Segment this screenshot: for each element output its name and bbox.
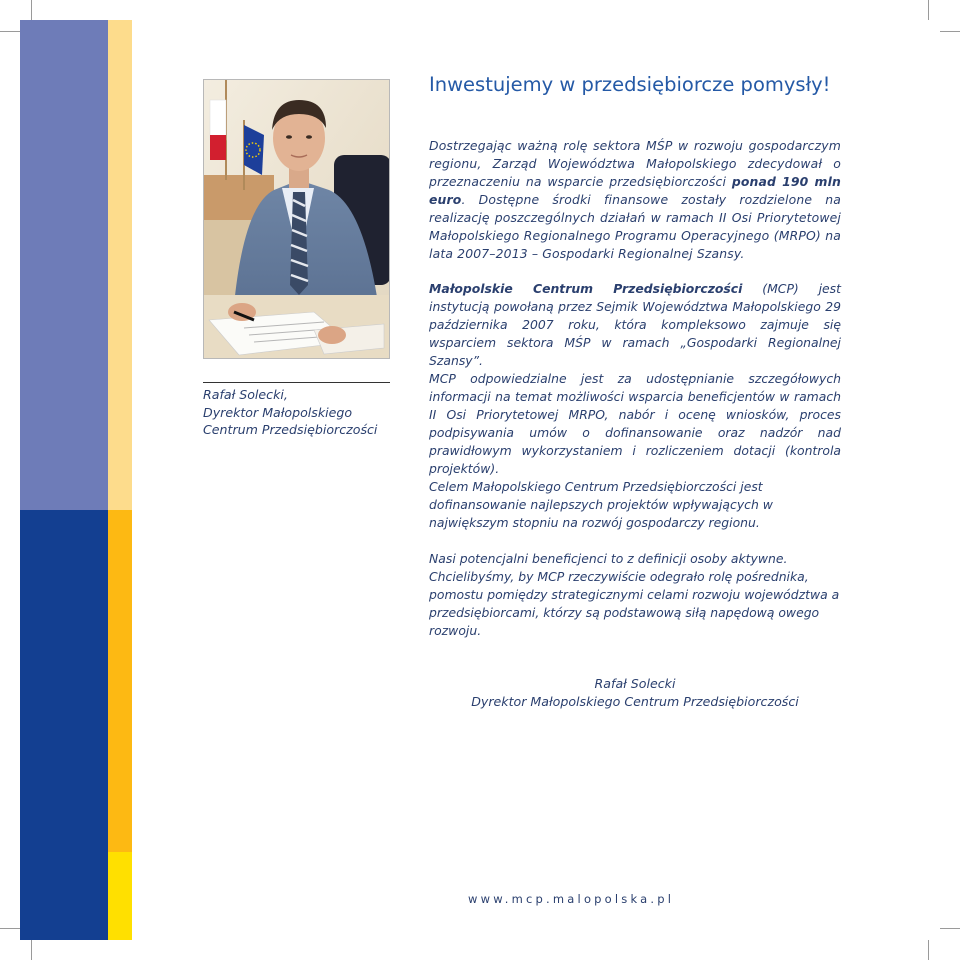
signature-name: Rafał Solecki bbox=[594, 676, 676, 691]
photo-caption bbox=[203, 386, 403, 439]
gold-bar bbox=[108, 510, 132, 852]
caption-role-line2: Centrum Przedsiębiorczości bbox=[203, 422, 378, 437]
crop-mark bbox=[928, 940, 929, 960]
crop-mark bbox=[0, 928, 20, 929]
paragraph-funding-text-a: Dostrzegając ważną rolę sektora MŚP w rozwoju gospodarczym regionu, Zarząd Województwa Małopolskiego zdecydował o przeznaczeniu na wsparcie przedsiębiorczości bbox=[429, 138, 841, 189]
paragraph-beneficiaries bbox=[429, 550, 841, 640]
crop-mark bbox=[928, 0, 929, 20]
crop-mark bbox=[940, 928, 960, 929]
signature-title: Dyrektor Małopolskiego Centrum Przedsiębiorczości bbox=[471, 694, 799, 709]
paragraph-funding bbox=[429, 137, 841, 263]
page-heading: Inwestujemy w przedsiębiorcze pomysły! bbox=[429, 73, 831, 96]
paragraph-beneficiaries-text: Nasi potencjalni beneficjenci to z definicji osoby aktywne. Chcielibyśmy, by MCP rzeczywiście odegrało rolę pośrednika, pomostu pomiędzy strategicznymi celami rozwoju województwa a przedsiębiorcami, którzy są podstawową siłą napędową owego rozwoju. bbox=[429, 551, 840, 638]
crop-mark bbox=[0, 31, 20, 32]
director-portrait-photo bbox=[203, 79, 390, 359]
signature-block bbox=[429, 675, 841, 711]
crop-mark bbox=[940, 31, 960, 32]
paragraph-mcp-intro bbox=[429, 280, 841, 370]
navy-bar bbox=[20, 510, 108, 940]
website-url[interactable]: www.mcp.malopolska.pl bbox=[468, 892, 675, 906]
caption-name: Rafał Solecki, bbox=[203, 387, 288, 402]
crop-mark bbox=[31, 940, 32, 960]
mcp-full-name: Małopolskie Centrum Przedsiębiorczości bbox=[429, 281, 743, 296]
paragraph-mcp-duties-text: MCP odpowiedzialne jest za udostępnianie szczegółowych informacji na temat możliwości wsparcia beneficjentów w ramach II Osi Priorytetowej MRPO, nabór i ocenę wniosków, proces podpisywania umów o dofinansowanie oraz nadzór nad prawidłowym wykorzystaniem i rozliczeniem dotacji (kontrola projektów). bbox=[429, 371, 841, 476]
crop-mark bbox=[31, 0, 32, 20]
paragraph-mcp-duties bbox=[429, 370, 841, 478]
paragraph-mcp-goal-text: Celem Małopolskiego Centrum Przedsiębiorczości jest dofinansowanie najlepszych projektów wpływających w największym stopniu na rozwój gospodarczy regionu. bbox=[429, 479, 773, 530]
paragraph-funding-text-b: . Dostępne środki finansowe zostały rozdzielone na realizację poszczególnych działań w ramach II Osi Priorytetowej Małopolskiego Regionalnego Programu Operacyjnego (MRPO) na lata 2007–2013 – Gospodarki Regionalnej Szansy. bbox=[429, 192, 841, 261]
lavender-bar bbox=[20, 20, 108, 510]
yellow-bar bbox=[108, 852, 132, 940]
caption-role-line1: Dyrektor Małopolskiego bbox=[203, 404, 353, 420]
funding-amount: ponad 190 mln euro bbox=[429, 174, 841, 207]
light-yellow-bar bbox=[108, 20, 132, 510]
paragraph-mcp-goal bbox=[429, 478, 841, 532]
paragraph-mcp-intro-text: (MCP) jest instytucją powołaną przez Sejmik Województwa Małopolskiego 29 października 2007 roku, która kompleksowo zajmuje się wsparciem sektora MŚP w ramach „Gospodarki Regionalnej Szansy”. bbox=[429, 281, 841, 368]
caption-divider bbox=[203, 382, 390, 383]
